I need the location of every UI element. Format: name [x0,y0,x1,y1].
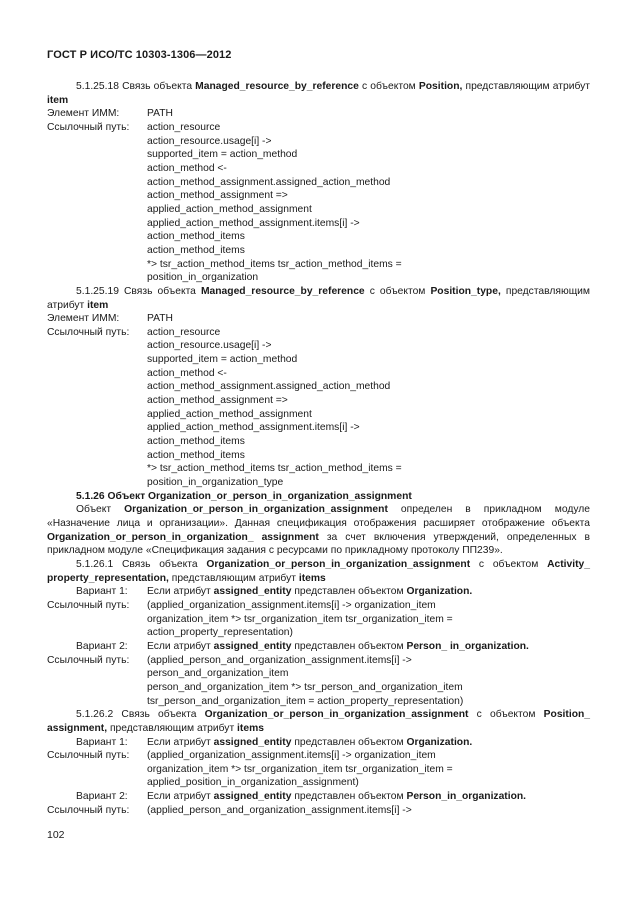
variant-2-label: Вариант 2: [76,791,128,803]
page-number: 102 [47,829,65,841]
variant-1-condition: Если атрибут assigned_entity представлен объектом Organization. [147,736,473,748]
variant-row [47,790,590,804]
document-body [47,80,590,817]
variant-2-condition: Если атрибут assigned_entity представлен объектом Person_ in_organization. [147,640,529,652]
ref-path-line: (applied_person_and_organization_assignment.items[i] -> [147,654,412,666]
ref-path-line: action_method_items [147,449,245,461]
ref-path-row [47,121,590,135]
ref-path-label: Ссылочный путь: [47,121,130,133]
ref-path-line: action_method_assignment.assigned_action_method [147,381,391,393]
ref-path-line: position_in_organization_type [147,477,284,489]
ref-path-line: applied_action_method_assignment [147,408,312,420]
ref-path-line: action_resource.usage[i] -> [147,135,272,147]
ref-path-line: organization_item *> tsr_organization_item tsr_organization_item = [147,613,453,625]
ref-path-line: position_in_organization [147,272,259,284]
ref-path-line: applied_action_method_assignment.items[i] -> [147,422,360,434]
ref-path-line: action_method_items [147,244,245,256]
ref-path-line: applied_action_method_assignment.items[i] -> [147,217,360,229]
element-row [47,107,590,121]
ref-path-line: person_and_organization_item [147,668,289,680]
element-label: Элемент ИММ: [47,108,120,120]
ref-path-line: action_method_assignment.assigned_action_method [147,176,391,188]
ref-path-line: (applied_person_and_organization_assignment.items[i] -> [147,804,412,816]
ref-path-line: applied_position_in_organization_assignment) [147,777,359,789]
ref-path-line: *> tsr_action_method_items tsr_action_method_items = [147,463,402,475]
clause-5-1-25-19: 5.1.25.19 Связь объекта Managed_resource_by_reference с объектом Position_type, представляющим атрибут item [47,285,590,311]
variant-2-label: Вариант 2: [76,640,128,652]
ref-path-row [47,749,590,763]
variant-row [47,736,590,750]
ref-path-line: action_resource [147,326,221,338]
ref-path-line: tsr_person_and_organization_item = action_property_representation) [147,695,464,707]
clause-5-1-25-18: 5.1.25.18 Связь объекта Managed_resource_by_reference с объектом Position, представляющим атрибут item [47,81,590,106]
ref-path-label: Ссылочный путь: [47,804,130,816]
variant-1-condition: Если атрибут assigned_entity представлен объектом Organization. [147,586,473,598]
ref-path-label: Ссылочный путь: [47,654,130,666]
ref-path-line: action_method_items [147,436,245,448]
variant-row [47,640,590,654]
ref-path-line: (applied_organization_assignment.items[i] -> organization_item [147,750,436,762]
page-header: ГОСТ Р ИСО/ТС 10303-1306—2012 [47,49,232,61]
section-intro-paragraph: Объект Organization_or_person_in_organization_assignment определен в прикладном модуле «Назначение лица и организации». Данная спецификация отображения расширяет отображение объекта Organization_or_person_in_organization_ assignment за счет включения утверждений, определенных в прикладном модуле «Спецификация задания с ресурсами по прикладному протоколу ПП239». [47,504,590,557]
ref-path-label: Ссылочный путь: [47,599,130,611]
ref-path-line: supported_item = action_method [147,354,298,366]
element-value: PATH [147,108,173,120]
ref-path-line: action_resource.usage[i] -> [147,340,272,352]
ref-path-line: *> tsr_action_method_items tsr_action_method_items = [147,258,402,270]
variant-2-condition: Если атрибут assigned_entity представлен объектом Person_in_organization. [147,791,527,803]
ref-path-line: person_and_organization_item *> tsr_person_and_organization_item [147,681,463,693]
element-label: Элемент ИММ: [47,313,120,325]
ref-path-row [47,654,590,668]
ref-path-label: Ссылочный путь: [47,326,130,338]
ref-path-line: applied_action_method_assignment [147,203,312,215]
element-row [47,312,590,326]
element-value: PATH [147,313,173,325]
variant-1-label: Вариант 1: [76,736,128,748]
ref-path-line: action_resource [147,121,221,133]
clause-5-1-26-1: 5.1.26.1 Связь объекта Organization_or_person_in_organization_assignment с объектом Activity_ property_representation, представляющим атрибут items [47,558,590,584]
ref-path-line: action_method_assignment => [147,395,288,407]
variant-row [47,585,590,599]
ref-path-line: (applied_organization_assignment.items[i] -> organization_item [147,599,436,611]
ref-path-line: supported_item = action_method [147,149,298,161]
section-heading-5-1-26: 5.1.26 Объект Organization_or_person_in_organization_assignment [76,490,412,502]
ref-path-line: action_method <- [147,162,227,174]
ref-path-row [47,326,590,340]
ref-path-line: organization_item *> tsr_organization_item tsr_organization_item = [147,763,453,775]
ref-path-line: action_method_items [147,231,245,243]
variant-1-label: Вариант 1: [76,586,128,598]
ref-path-line: action_property_representation) [147,627,293,639]
ref-path-row [47,599,590,613]
ref-path-row [47,804,590,818]
ref-path-label: Ссылочный путь: [47,750,130,762]
ref-path-line: action_method <- [147,367,227,379]
ref-path-line: action_method_assignment => [147,190,288,202]
clause-5-1-26-2: 5.1.26.2 Связь объекта Organization_or_person_in_organization_assignment с объектом Position_ assignment, представляющим атрибут items [47,709,590,734]
